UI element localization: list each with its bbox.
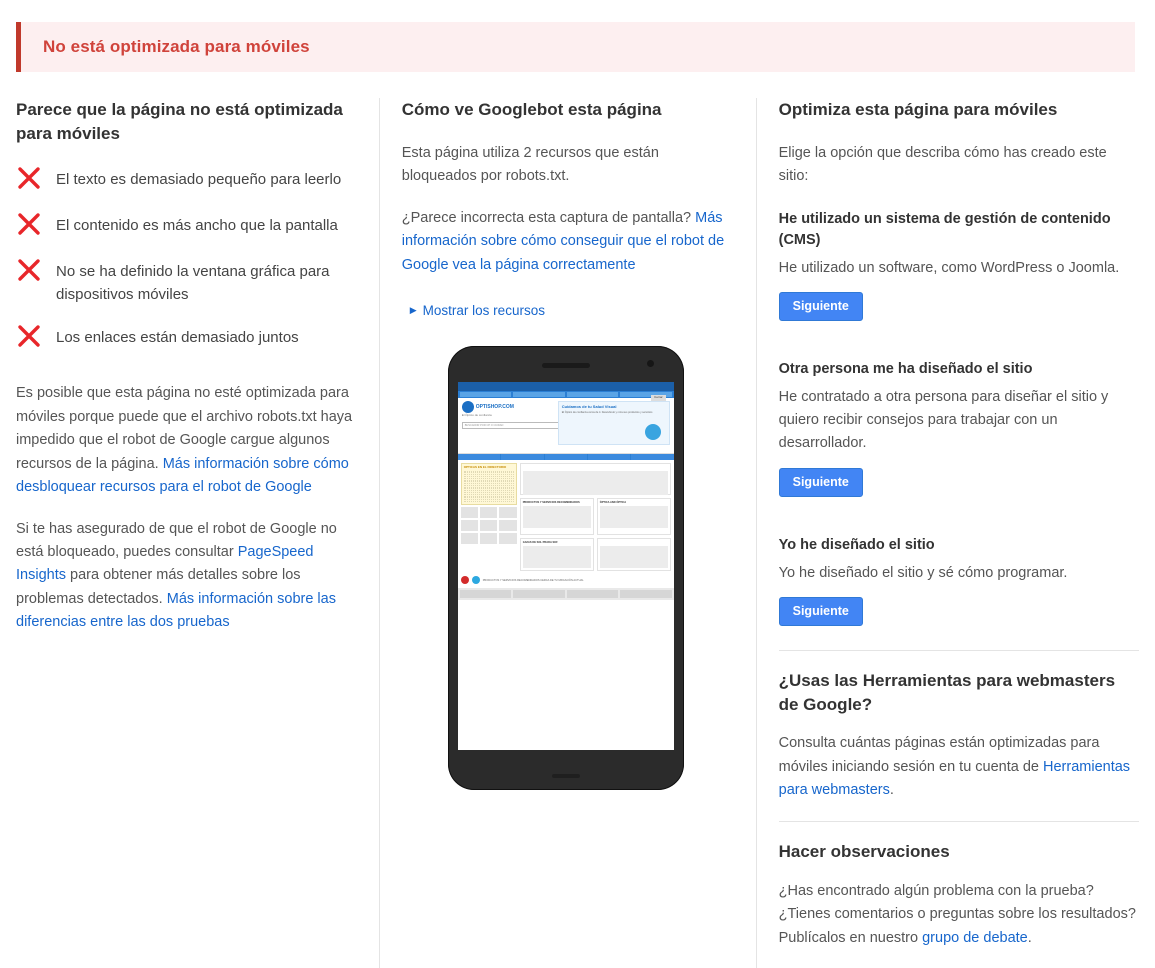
issues-list <box>16 168 353 353</box>
show-resources-link[interactable]: Mostrar los recursos <box>422 303 545 319</box>
googlebot-render-link[interactable]: Más información sobre cómo conseguir que el robot de Google vea la página correctamente <box>401 209 725 273</box>
option-self-desc: Yo he diseñado el sitio y sé cómo programar. <box>778 564 1068 581</box>
unblock-resources-link[interactable]: Más información sobre cómo desbloquear recursos para el robot de Google <box>16 455 349 496</box>
mobile-friendly-test-results <box>0 22 1155 946</box>
webmasters-text: Consulta cuántas páginas están optimizadas para móviles iniciando sesión en tu cuenta de <box>778 735 1100 775</box>
phone-speaker <box>542 363 590 368</box>
footer-title: PRODUCTOS Y SERVICIOS RECOMENDADOS CERCA DE TU UBICACIÓN ACTUAL <box>482 578 584 582</box>
show-resources-toggle[interactable] <box>410 303 730 318</box>
webmasters-paragraph <box>779 732 1139 802</box>
phone-preview-wrapper <box>402 346 730 790</box>
webmasters-text-post: . <box>889 782 894 799</box>
option-cms-title: He utilizado un sistema de gestión de contenido (CMS) <box>778 210 1111 248</box>
phone-home-button <box>552 774 580 778</box>
site-body <box>458 460 674 574</box>
issues-column <box>16 98 379 968</box>
promo-text: El Óptico de confianza cerca de ti. Descubrelo y mira sus productos y servicios <box>561 411 653 415</box>
feedback-heading: Hacer observaciones <box>778 841 950 861</box>
product-card[interactable] <box>520 498 594 535</box>
robots-explanation-paragraph <box>16 382 353 499</box>
issue-text: El contenido es más ancho que la pantalla <box>56 216 338 234</box>
product-cards <box>520 498 671 535</box>
site-sidebar <box>461 463 517 571</box>
option-designer-desc: He contratado a otra persona para diseñar el sitio y quiero recibir consejos para trabajar con un desarrollador. <box>778 389 1109 452</box>
feedback-paragraph <box>779 880 1139 950</box>
results-columns <box>0 98 1155 968</box>
featured-card <box>520 463 671 495</box>
issue-text: Los enlaces están demasiado juntos <box>56 329 299 347</box>
webmasters-heading: ¿Usas las Herramientas para webmasters de Google? <box>778 670 1116 714</box>
divider <box>779 650 1139 651</box>
product-card[interactable] <box>597 538 671 571</box>
promo-title: Cuidamos de tu Salud Visual <box>561 404 617 410</box>
x-mark-icon <box>16 323 42 349</box>
test-differences-link[interactable]: Más información sobre las diferencias entre las dos pruebas <box>16 590 336 631</box>
option-self <box>779 535 1139 644</box>
browser-tabs <box>458 391 674 398</box>
status-banner-title: No está optimizada para móviles <box>43 37 310 56</box>
issues-heading: Parece que la página no está optimizada para móviles <box>16 100 343 143</box>
issue-text: El texto es demasiado pequeño para leerlo <box>56 170 342 188</box>
status-banner <box>16 22 1135 72</box>
option-designer-next-button[interactable]: Siguiente <box>779 468 863 497</box>
option-designer <box>779 359 1139 515</box>
site-footer <box>458 588 674 600</box>
product-card-title: ÓPTICA AND ÓPTICA <box>599 501 627 505</box>
feedback-text-post: . <box>1027 929 1032 946</box>
twitter-icon[interactable] <box>472 576 480 584</box>
site-search-placeholder: BUSCADOR POR CP O CIUDAD <box>464 423 504 427</box>
directory-title: OPTICAS EN EL DIRECTORIO <box>463 465 507 470</box>
logo-mark-icon <box>462 401 474 413</box>
list-item <box>16 326 353 352</box>
googlebot-view-column <box>379 98 756 968</box>
chevron-right-icon: ▶ <box>409 305 417 316</box>
divider <box>779 821 1139 822</box>
list-item <box>16 260 353 307</box>
pagespeed-text-pre: Si te has asegurado de que el robot de Google no está bloqueado, puedes consultar <box>16 520 337 560</box>
x-mark-icon <box>16 165 42 191</box>
x-mark-icon <box>16 257 42 283</box>
browser-chrome <box>458 382 674 391</box>
issue-text: No se ha definido la ventana gráfica para dispositivos móviles <box>56 262 330 303</box>
product-card-title: PRODUCTOS Y SERVICIOS RECOMENDADOS <box>522 501 580 505</box>
optimize-heading: Optimiza esta página para móviles <box>778 100 1058 119</box>
googlebot-view-heading: Cómo ve Googlebot esta página <box>401 100 662 119</box>
site-logo-text: OPTISHOP.COM <box>475 404 514 411</box>
eye-illustration-icon <box>645 424 661 440</box>
discussion-group-link[interactable]: grupo de debate <box>922 929 1028 946</box>
phone-mockup <box>448 346 684 790</box>
page-screenshot <box>458 382 674 750</box>
product-card-title: GAFAS DE SOL PRADA SKF <box>522 541 558 545</box>
option-cms <box>779 209 1139 339</box>
social-icons <box>458 574 674 586</box>
optimize-column <box>756 98 1139 968</box>
sidebar-thumbnails <box>461 507 517 544</box>
list-item <box>16 214 353 240</box>
pagespeed-text-mid: para obtener más detalles sobre los problemas detectados. <box>16 567 301 607</box>
promo-overlay <box>558 395 670 445</box>
option-self-next-button[interactable]: Siguiente <box>779 597 863 626</box>
product-card[interactable] <box>520 538 594 571</box>
product-cards-secondary <box>520 538 671 571</box>
screenshot-feedback-paragraph <box>402 207 730 277</box>
screenshot-feedback-text: ¿Parece incorrecta esta captura de pantalla? <box>401 209 696 226</box>
site-navbar <box>458 454 674 460</box>
webmaster-tools-link[interactable]: Herramientas para webmasters <box>778 758 1131 799</box>
pagespeed-insights-link[interactable]: PageSpeed Insights <box>16 544 314 584</box>
pinterest-icon[interactable] <box>461 576 469 584</box>
pagespeed-paragraph <box>16 518 353 635</box>
feedback-text: ¿Has encontrado algún problema con la prueba? ¿Tienes comentarios o preguntas sobre los resultados? Publícalos en nuestro <box>778 882 1136 946</box>
x-mark-icon <box>16 211 42 237</box>
blocked-resources-text: Esta página utiliza 2 recursos que están bloqueados por robots.txt. <box>401 144 659 185</box>
phone-camera-icon <box>647 360 654 367</box>
site-main <box>520 463 671 571</box>
directory-list <box>464 470 514 502</box>
option-designer-title: Otra persona me ha diseñado el sitio <box>778 360 1033 377</box>
option-self-title: Yo he diseñado el sitio <box>778 536 935 553</box>
promo-close-button[interactable]: Cerrar <box>651 395 666 401</box>
site-logo-subtitle: El Óptico de confianza <box>461 413 492 418</box>
option-cms-desc: He utilizado un software, como WordPress o Joomla. <box>778 259 1120 276</box>
product-card[interactable] <box>597 498 671 535</box>
option-cms-next-button[interactable]: Siguiente <box>779 292 863 321</box>
directory-box <box>461 463 517 505</box>
robots-explanation-text: Es posible que esta página no esté optimizada para móviles porque puede que el archivo robots.txt haya impedido que el robot de Google cargue algunos recursos de la página. <box>16 385 353 472</box>
list-item <box>16 168 353 194</box>
site-hero <box>458 395 674 454</box>
optimize-intro: Elige la opción que describa cómo has creado este sitio: <box>778 144 1107 185</box>
